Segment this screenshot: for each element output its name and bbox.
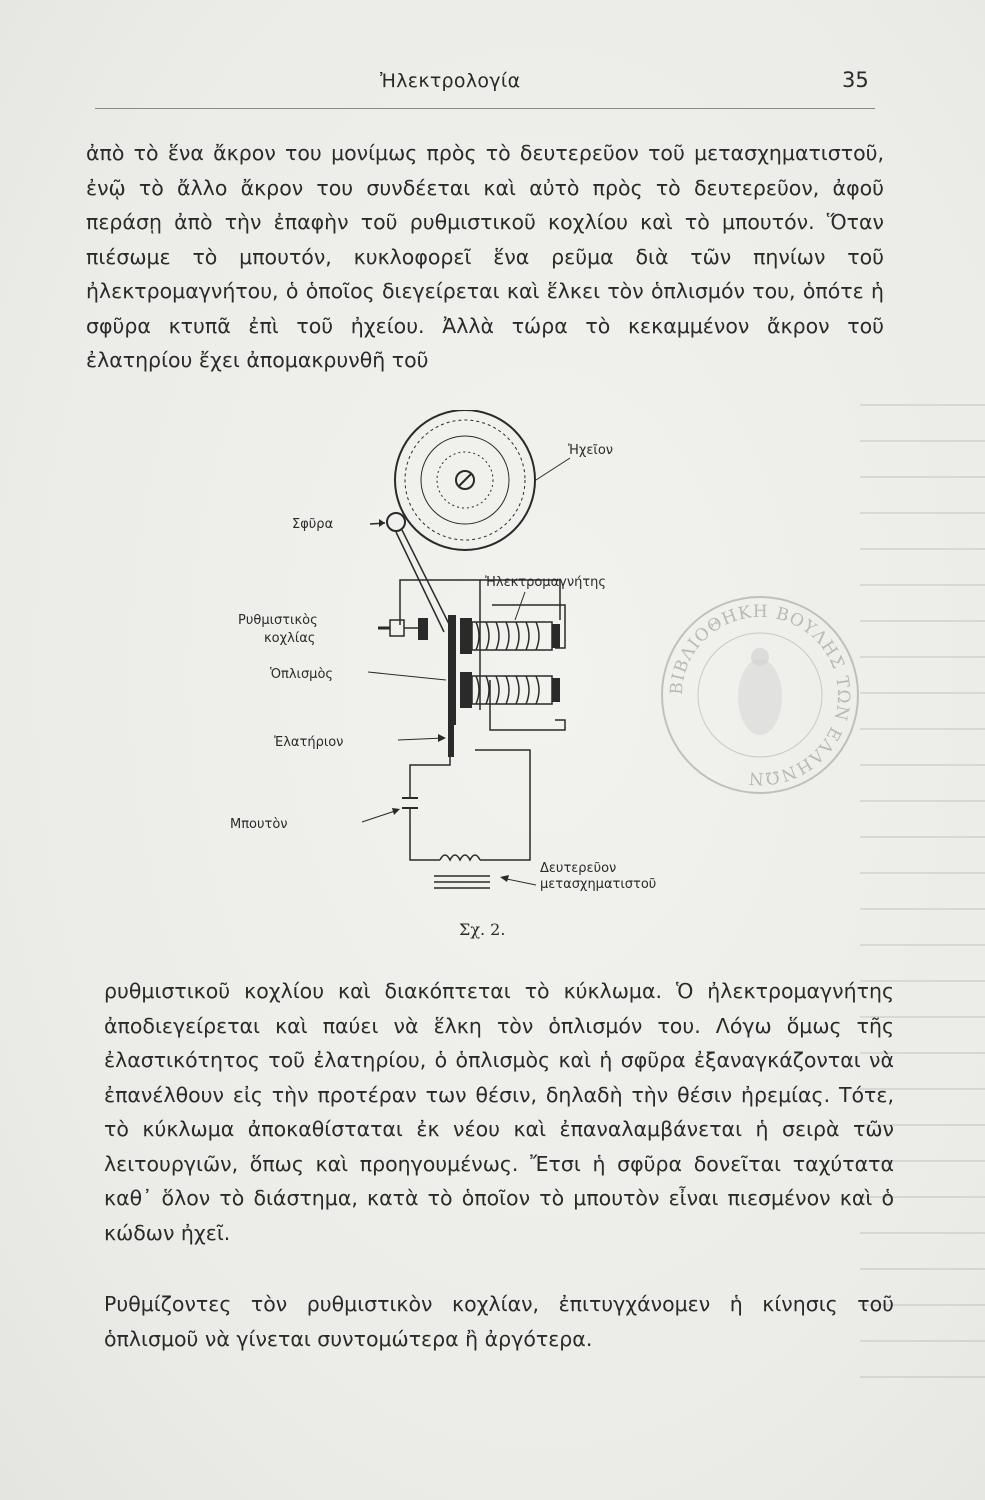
label-electromagnet: Ἠλεκτρομαγνήτης (485, 575, 607, 590)
stamp-text: ΒΙΒΛΙΟΘΗΚΗ ΒΟΥΛΗΣ ΤΩΝ ΕΛΛΗΝΩΝ (666, 601, 854, 789)
label-armature: Ὁπλισμὸς (270, 667, 334, 682)
electromagnet-icon (460, 592, 560, 708)
header-rule (95, 108, 875, 109)
label-bell: Ἠχεῖον (568, 443, 614, 458)
label-button: Μπουτὸν (230, 817, 288, 832)
running-header-title: Ἠλεκτρολογία (380, 70, 521, 92)
figure-caption: Σχ. 2. (459, 920, 506, 939)
armature-icon (368, 615, 456, 725)
label-hammer: Σφῦρα (292, 517, 334, 532)
label-screw-line1: Ρυθμιστικὸς (238, 613, 318, 628)
hammer-icon (370, 513, 452, 632)
spring-icon (398, 725, 454, 757)
label-secondary-line2: μετασχηματιστοῦ (540, 877, 657, 892)
stamp-emblem-icon (738, 648, 782, 735)
button-icon (362, 785, 418, 822)
paragraph-2: ρυθμιστικοῦ κοχλίου καὶ διακόπτεται τὸ κύκλωμα. Ὁ ἠλεκτρομαγνήτης ἀποδιεγείρεται καὶ παύει νὰ ἕλκη τὸν ὁπλισμόν του. Λόγω ὅμως τῆς ἐλαστικότητος τοῦ ἐλατηρίου, ὁ ὁπλισμὸς καὶ ἡ σφῦρα ἐξαναγκάζονται νὰ ἐπανέλθουν εἰς τὴν προτέραν των θέσιν, δηλαδὴ τὴν θέσιν ἠρεμίας. Τότε, τὸ κύκλωμα ἀποκαθίσταται ἐκ νέου καὶ ἐπαναλαμβάνεται ἡ σειρὰ τῶν λειτουργιῶν, ὅπως καὶ προηγουμένως. Ἔτσι ἡ σφῦρα δονεῖται ταχύτατα καθ᾽ ὅλον τὸ διάστημα, κατὰ τὸ ὁποῖον τὸ μπουτὸν εἶναι πιεσμένον καὶ ὁ κώδων ἠχεῖ. (104, 979, 894, 1245)
label-secondary-line1: Δευτερεῦον (540, 861, 617, 876)
bell-icon (395, 410, 570, 550)
library-stamp (655, 585, 865, 805)
paragraph-3: Ρυθμίζοντες τὸν ρυθμιστικὸν κοχλίαν, ἐπιτυγχάνομεν ἡ κίνησις τοῦ ὁπλισμοῦ νὰ γίνεται συντομώτερα ἢ ἀργότερα. (104, 1292, 894, 1351)
label-spring: Ἐλατήριον (274, 735, 344, 750)
label-screw-line2: κοχλίας (264, 631, 316, 646)
adjusting-screw-icon (378, 618, 428, 640)
page-number: 35 (842, 68, 869, 92)
paragraph-1: ἀπὸ τὸ ἕνα ἄκρον του μονίμως πρὸς τὸ δευτερεῦον τοῦ μετασχηματιστοῦ, ἐνῷ τὸ ἄλλο ἄκρον του συνδέεται καὶ αὐτὸ πρὸς τὸ δευτερεῦον, ἀφοῦ περάσῃ ἀπὸ τὴν ἐπαφὴν τοῦ ρυθμιστικοῦ κοχλίου καὶ τὸ μπουτόν. Ὅταν πιέσωμε τὸ μπουτόν, κυκλοφορεῖ ἕνα ρεῦμα διὰ τῶν πηνίων τοῦ ἠλεκτρομαγνήτου, ὁ ὁποῖος διεγείρεται καὶ ἕλκει τὸν ὁπλισμόν του, ὁπότε ἡ σφῦρα κτυπᾶ ἐπὶ τοῦ ἠχείου. Ἀλλὰ τώρα τὸ κεκαμμένον ἄκρον τοῦ ἐλατηρίου ἔχει ἀπομακρυνθῆ τοῦ (86, 141, 884, 372)
